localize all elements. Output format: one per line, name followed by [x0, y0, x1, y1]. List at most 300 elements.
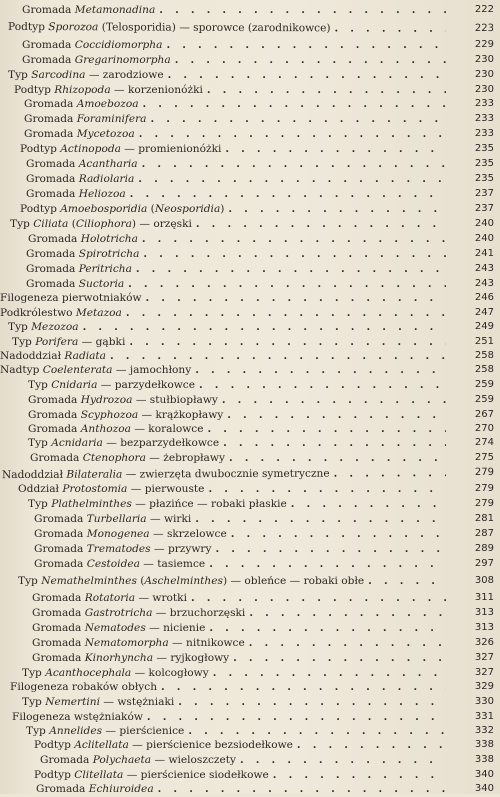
taxon-name: Neosporidia — [154, 203, 221, 215]
toc-entry-label — [8, 319, 79, 335]
toc-entry-label — [34, 737, 293, 753]
toc-entry-label — [18, 573, 364, 589]
label-text: Podkrólestwo — [0, 307, 76, 319]
label-text: — koralowce — [130, 423, 204, 435]
taxon-name: Monogenea — [86, 528, 150, 540]
dot-leader — [130, 186, 446, 202]
dot-leader — [195, 511, 446, 527]
label-text: — skrzelowce — [149, 528, 227, 540]
dot-leader — [143, 96, 446, 112]
toc-row — [0, 450, 500, 466]
toc-row — [0, 171, 500, 187]
dot-leader — [199, 377, 446, 393]
page-number: 311 — [474, 592, 494, 603]
label-text: ) — [220, 203, 225, 215]
taxon-name: Nematodes — [84, 622, 146, 634]
dot-leader — [166, 37, 446, 53]
label-text: Gromada — [24, 128, 77, 140]
dot-leader — [142, 156, 446, 172]
toc-entry-label — [18, 481, 204, 497]
taxon-name: Scyphozoa — [80, 409, 139, 421]
toc-entry — [0, 526, 446, 542]
taxon-name: Heliozoa — [78, 188, 126, 200]
toc-row — [0, 246, 500, 262]
toc-entry-label — [26, 156, 138, 172]
toc-entry — [0, 246, 446, 262]
dot-leader — [249, 635, 446, 651]
label-text: Podtyp — [7, 20, 49, 34]
toc-entry-label — [30, 450, 225, 466]
page-number: 259 — [474, 394, 494, 405]
dot-leader — [297, 737, 446, 753]
toc-entry — [0, 781, 446, 797]
toc-entry-label — [32, 620, 205, 636]
dot-leader — [139, 126, 446, 142]
label-text: — wieloszczety — [151, 754, 236, 766]
label-text: Podtyp — [34, 769, 75, 781]
label-text: ( — [147, 203, 155, 215]
toc-entry-label — [10, 216, 192, 232]
toc-row — [0, 141, 500, 157]
dot-leader — [138, 171, 446, 187]
taxon-name: Gastrotricha — [84, 607, 153, 619]
label-text: Gromada — [34, 543, 87, 555]
label-text: Typ — [28, 437, 52, 449]
toc-row — [0, 679, 500, 695]
label-text: Podtyp — [14, 84, 55, 96]
toc-row — [0, 52, 500, 68]
toc-row — [0, 541, 500, 557]
taxon-name: Sarcodina — [31, 69, 86, 81]
label-text: Gromada — [22, 54, 75, 66]
toc-entry-label — [10, 679, 157, 695]
toc-row — [0, 435, 500, 451]
label-text: Typ — [26, 725, 50, 737]
page-number: 230 — [474, 54, 494, 65]
toc-row — [0, 752, 500, 768]
page-number: 237 — [474, 188, 494, 199]
toc-row — [0, 156, 500, 172]
taxon-name: Radiata — [64, 350, 107, 362]
dot-leader — [158, 781, 446, 797]
taxon-name: Nemertini — [45, 696, 100, 708]
toc-entry — [0, 19, 446, 37]
toc-entry-label — [8, 67, 164, 83]
label-text: — stułbiopławy — [132, 394, 218, 406]
toc-entry — [0, 261, 446, 277]
taxon-name: Porifera — [35, 336, 79, 348]
taxon-name: Actinopoda — [60, 143, 121, 155]
page-number: 240 — [474, 233, 494, 244]
label-text: Gromada — [34, 513, 87, 525]
toc-entry-label — [34, 541, 211, 557]
toc-entry-label — [24, 96, 139, 112]
toc-row — [0, 186, 500, 202]
toc-entry — [0, 392, 446, 408]
page-number: 258 — [474, 364, 494, 375]
toc-entry — [0, 362, 446, 378]
toc-entry-label — [22, 37, 162, 53]
toc-entry-label — [22, 694, 174, 710]
toc-entry-label — [32, 590, 187, 606]
toc-row — [0, 96, 500, 112]
toc-row — [0, 319, 500, 335]
page-number: 338 — [474, 754, 494, 765]
dot-leader — [222, 392, 446, 408]
label-text: ) — orzęski — [131, 218, 192, 230]
dot-leader — [146, 290, 446, 306]
dot-leader — [159, 2, 446, 18]
page-number: 327 — [474, 652, 494, 663]
taxon-name: Trematodes — [86, 543, 151, 555]
taxon-name: Mycetozoa — [76, 128, 135, 140]
label-text: ( — [68, 218, 76, 230]
taxon-name: Amoebosporidia — [60, 203, 148, 215]
toc-row — [0, 620, 500, 636]
dot-leader — [233, 650, 446, 666]
dot-leader — [215, 541, 446, 557]
dot-leader — [209, 556, 446, 572]
toc-entry-label — [34, 511, 191, 527]
label-text: — żebropławy — [145, 452, 225, 464]
label-text: Gromada — [32, 592, 85, 604]
taxon-name: Aschelminthes — [144, 575, 223, 587]
toc-entry — [0, 435, 446, 451]
label-text: Gromada — [26, 173, 79, 185]
dot-leader — [168, 67, 446, 83]
toc-entry-label — [32, 635, 245, 651]
label-text: Filogeneza robaków obłych — [10, 681, 158, 693]
toc-entry — [0, 96, 446, 112]
label-text: Filogeneza pierwotniaków — [0, 292, 142, 304]
dot-leader — [83, 319, 446, 335]
label-text: Gromada — [26, 248, 79, 260]
page-number: 297 — [474, 558, 494, 569]
page-number: 279 — [474, 466, 495, 479]
taxon-name: Acantharia — [78, 158, 138, 170]
page-number: 279 — [474, 498, 494, 509]
dot-leader — [175, 52, 446, 68]
toc-row — [0, 781, 500, 797]
toc-entry — [0, 481, 446, 497]
toc-entry-label — [24, 111, 146, 127]
label-text: — pierścienice bezsiodełkowe — [128, 739, 293, 751]
taxon-name: Ctenophora — [82, 452, 146, 464]
dot-leader — [334, 20, 446, 36]
label-text: Filogeneza wstężniaków — [12, 711, 143, 723]
dot-leader — [161, 679, 446, 695]
taxon-name: Echiuroidea — [88, 783, 154, 795]
page-number: 270 — [474, 423, 494, 434]
page-number: 235 — [474, 173, 494, 184]
toc-entry — [0, 126, 446, 142]
taxon-name: Cestoidea — [86, 558, 140, 570]
label-text: Gromada — [26, 278, 79, 290]
toc-entry — [0, 52, 446, 68]
taxon-name: Clitellata — [74, 769, 124, 781]
toc-row — [0, 650, 500, 666]
dot-leader — [208, 481, 446, 497]
dot-leader — [225, 141, 446, 157]
toc-entry-label — [20, 201, 224, 217]
label-text: Gromada — [22, 39, 75, 51]
toc-entry-label — [26, 261, 132, 277]
dot-leader — [223, 435, 446, 451]
taxon-name: Nemathelminthes — [41, 575, 137, 587]
taxon-name: Holotricha — [80, 233, 138, 245]
taxon-name: Rotatoria — [84, 592, 136, 604]
page-number: 241 — [474, 248, 494, 259]
toc-entry — [0, 737, 446, 753]
label-text: Gromada — [24, 113, 77, 125]
toc-entry — [0, 201, 446, 217]
toc-entry-label — [28, 392, 218, 408]
label-text: (Telosporidia) — sporowce (zarodnikowce) — [98, 21, 331, 35]
label-text: Gromada — [32, 622, 85, 634]
label-text: Typ — [22, 667, 46, 679]
taxon-name: Coccidiomorpha — [74, 39, 163, 51]
label-text: — nitnikowce — [168, 637, 245, 649]
label-text: Gromada — [32, 652, 85, 664]
taxon-name: Ciliata — [33, 218, 69, 230]
toc-entry-label — [32, 650, 229, 666]
label-text: — tasiemce — [139, 558, 206, 570]
toc-row — [0, 231, 500, 247]
label-text: Typ — [28, 379, 52, 391]
page-number: 332 — [474, 725, 494, 736]
toc-entry — [0, 186, 446, 202]
page-number: 243 — [474, 278, 494, 289]
page-number: 338 — [474, 739, 494, 750]
taxon-name: Bilateralia — [66, 468, 123, 481]
label-text: Gromada — [36, 783, 89, 795]
label-text: Gromada — [22, 4, 75, 16]
toc-row — [0, 290, 500, 306]
label-text: Gromada — [26, 263, 79, 275]
taxon-name: Sporozoa — [48, 21, 99, 34]
toc-row — [0, 377, 500, 393]
page-number: 340 — [474, 783, 494, 794]
toc-row — [0, 111, 500, 127]
label-text: Typ — [8, 69, 32, 81]
toc-entry — [0, 319, 446, 335]
taxon-name: Kinorhyncha — [84, 652, 154, 664]
page-number: 308 — [474, 575, 494, 586]
label-text: — jamochłony — [112, 364, 192, 376]
toc-entry-label — [20, 141, 221, 157]
toc-entry-label — [28, 435, 219, 451]
label-text: — wstężniaki — [99, 696, 175, 708]
toc-row — [0, 19, 500, 37]
page-number: 313 — [474, 607, 494, 618]
toc-entry-label — [26, 246, 139, 262]
toc-entry — [0, 605, 446, 621]
label-text: — nicienie — [145, 622, 206, 634]
toc-row — [0, 590, 500, 606]
page-number: 229 — [474, 39, 494, 50]
label-text: Nadoddział — [0, 350, 65, 362]
label-text: Typ — [10, 218, 34, 230]
toc-entry-label — [28, 377, 195, 393]
page-number: 243 — [474, 263, 494, 274]
toc-entry-label — [34, 526, 227, 542]
page-number: 267 — [474, 409, 494, 420]
toc-entry-label — [26, 186, 126, 202]
toc-entry — [0, 290, 446, 306]
label-text: Gromada — [28, 423, 81, 435]
label-text: — przywry — [150, 543, 212, 555]
label-text: — płazińce — robaki płaskie — [131, 498, 287, 510]
toc-entry-label — [22, 2, 155, 18]
page-number: 235 — [474, 158, 494, 169]
taxon-name: Metazoa — [75, 307, 122, 319]
label-text: Gromada — [32, 607, 85, 619]
dot-leader — [249, 605, 446, 621]
toc-entry — [0, 450, 446, 466]
label-text: — wrotki — [135, 592, 187, 604]
taxon-name: Annelides — [49, 725, 103, 737]
label-text: Podtyp — [20, 203, 61, 215]
label-text: Gromada — [28, 233, 81, 245]
page-number: 258 — [474, 350, 494, 361]
toc-row — [0, 216, 500, 232]
taxon-name: Amoebozoa — [76, 98, 139, 110]
taxon-name: Metamonadina — [74, 4, 156, 16]
page-number: 230 — [474, 69, 494, 80]
toc-entry — [0, 573, 446, 589]
toc-row — [0, 261, 500, 277]
toc-entry — [0, 511, 446, 527]
dot-leader — [143, 246, 446, 262]
page-number: 247 — [474, 307, 494, 318]
label-text: — korzenionóżki — [110, 84, 203, 96]
page-number: 230 — [474, 84, 494, 95]
label-text: Podtyp — [20, 143, 61, 155]
dot-leader — [229, 450, 446, 466]
label-text: Gromada — [26, 188, 79, 200]
label-text: — ryjkogłowy — [153, 652, 230, 664]
label-text: — pierścienice — [102, 725, 185, 737]
page-number: 274 — [474, 437, 494, 448]
toc-row — [0, 37, 500, 53]
page-number: 233 — [474, 113, 494, 124]
taxon-name: Hydrozoa — [80, 394, 133, 406]
taxon-name: Anthozoa — [80, 423, 131, 435]
taxon-name: Foraminifera — [76, 113, 147, 125]
toc-entry-label — [24, 126, 135, 142]
toc-entry — [0, 216, 446, 232]
toc-entry — [0, 620, 446, 636]
dot-leader — [195, 362, 446, 378]
toc-entry — [0, 650, 446, 666]
toc-entry — [0, 541, 446, 557]
toc-entry — [0, 694, 446, 710]
taxon-name: Acnidaria — [51, 437, 103, 449]
page-number: 329 — [474, 681, 494, 692]
toc-entry — [0, 496, 446, 512]
label-text: Gromada — [28, 394, 81, 406]
label-text: Typ — [18, 575, 42, 587]
label-text: Gromada — [24, 98, 77, 110]
toc-entry-label — [34, 556, 205, 572]
toc-entry-label — [0, 362, 191, 378]
toc-row — [0, 635, 500, 651]
page-number: 246 — [474, 292, 494, 303]
taxon-name: Nematomorpha — [84, 637, 169, 649]
dot-leader — [142, 231, 446, 247]
dot-leader — [191, 590, 446, 606]
taxon-name: Cnidaria — [51, 379, 98, 391]
toc-row — [0, 605, 500, 621]
label-text: Podtyp — [34, 739, 75, 751]
taxon-name: Polychaeta — [92, 754, 152, 766]
toc-entry-label — [22, 52, 171, 68]
toc-row — [0, 67, 500, 83]
toc-row — [0, 526, 500, 542]
dot-leader — [136, 261, 446, 277]
toc-entry-label — [28, 496, 287, 512]
label-text: Gromada — [30, 452, 83, 464]
label-text: Typ — [22, 696, 46, 708]
taxon-name: Mezozoa — [31, 321, 79, 333]
label-text: — promienionóżki — [120, 143, 222, 155]
toc-row — [0, 126, 500, 142]
toc-row — [0, 392, 500, 408]
dot-leader — [240, 752, 446, 768]
label-text: — gąbki — [78, 336, 126, 348]
dot-leader — [231, 526, 446, 542]
page-number: 326 — [474, 637, 494, 648]
toc-row — [0, 737, 500, 753]
label-text: Gromada — [34, 528, 87, 540]
page-number: 330 — [474, 696, 494, 707]
page-number: 235 — [474, 143, 494, 154]
toc-entry — [0, 156, 446, 172]
toc-entry — [0, 67, 446, 83]
dot-leader — [150, 111, 446, 127]
toc-row — [0, 511, 500, 527]
label-text: ) — obleńce — robaki obłe — [222, 575, 365, 587]
label-text: Typ — [28, 498, 52, 510]
toc-entry-label — [40, 752, 236, 768]
toc-entry — [0, 171, 446, 187]
toc-entry — [0, 556, 446, 572]
label-text: Nadoddział — [1, 468, 67, 482]
label-text: ( — [136, 575, 145, 587]
page-number: 222 — [474, 4, 494, 15]
taxon-name: Spirotricha — [78, 248, 140, 260]
label-text: Gromada — [34, 558, 87, 570]
taxon-name: Turbellaria — [86, 513, 147, 525]
page-number: 223 — [474, 22, 495, 35]
taxon-name: Radiolaria — [78, 173, 135, 185]
page-number: 340 — [474, 769, 494, 780]
toc-entry — [0, 752, 446, 768]
toc-entry — [0, 679, 446, 695]
toc-entry-label — [32, 605, 245, 621]
page-number: 313 — [474, 622, 494, 633]
dot-leader — [209, 620, 446, 636]
label-text: — bezparzydełkowce — [102, 437, 220, 449]
dot-leader — [228, 201, 446, 217]
label-text: Gromada — [26, 158, 79, 170]
toc-entry — [0, 231, 446, 247]
page-number: 327 — [474, 667, 494, 678]
page-number: 233 — [474, 128, 494, 139]
toc-entry-label — [8, 19, 331, 36]
label-text: — zwierzęta dwubocznie symetryczne — [122, 467, 330, 481]
toc-entry — [0, 37, 446, 53]
